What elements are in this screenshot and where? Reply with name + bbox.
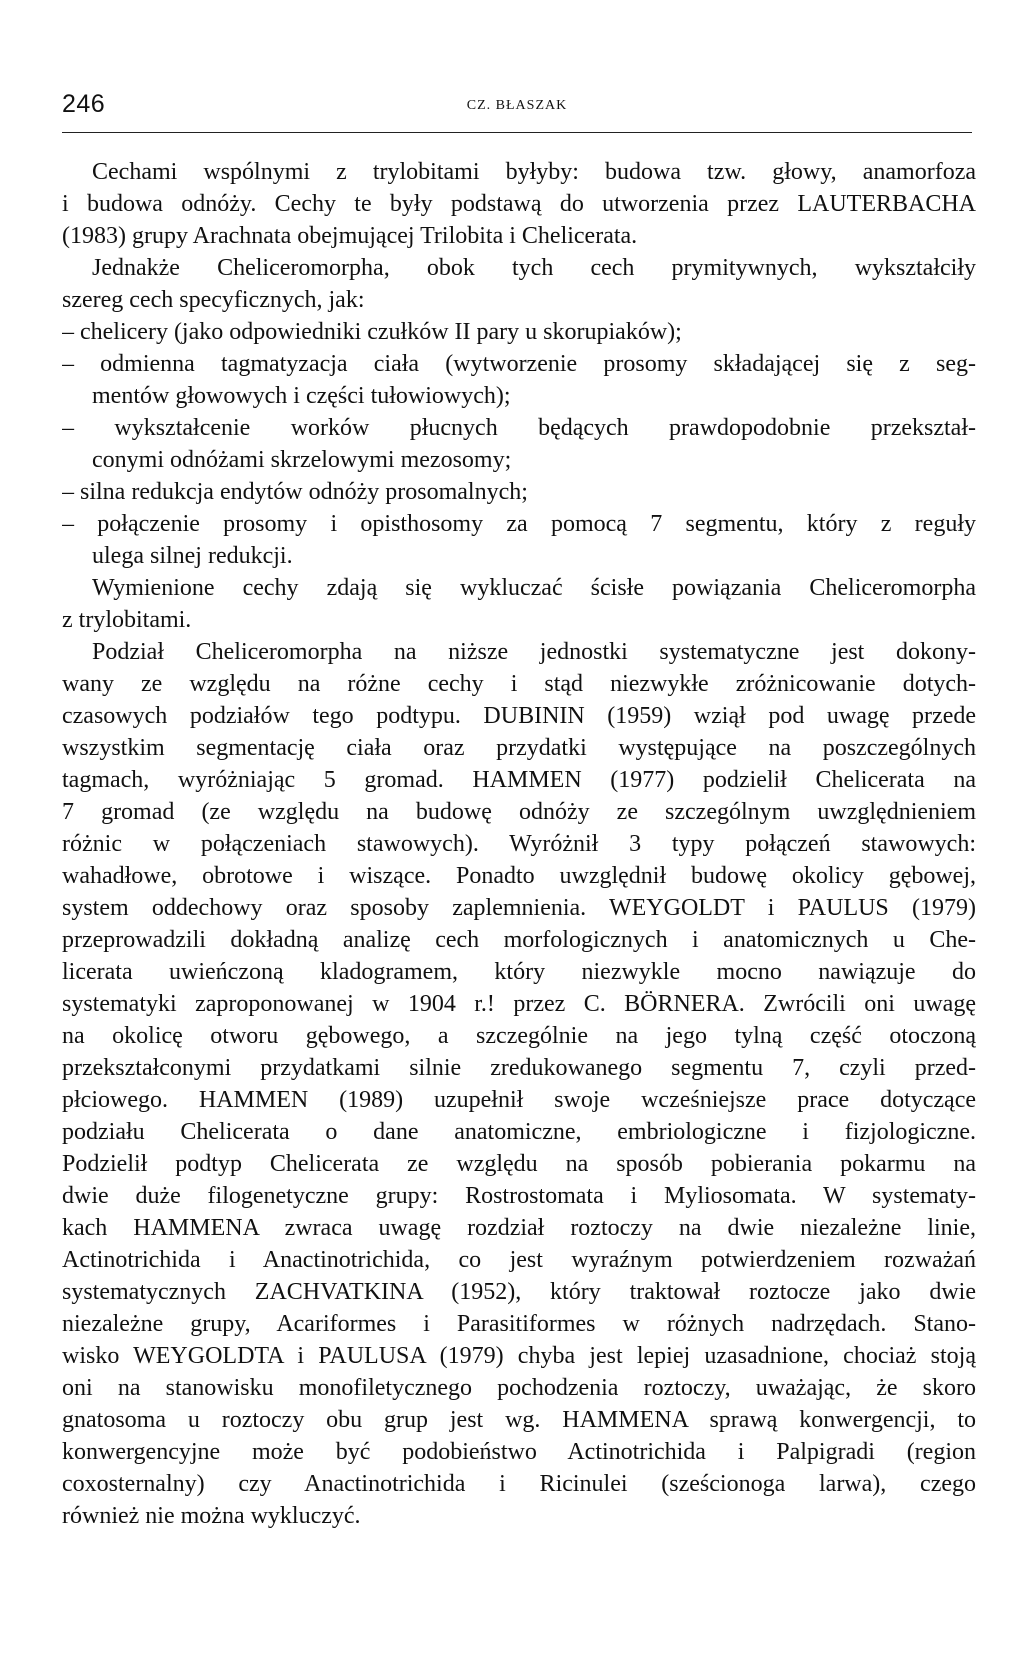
- running-head: CZ. BŁASZAK: [466, 98, 568, 113]
- text-line: przeprowadzili dokładną analizę cech morfologicznych i anatomicznych u Che-: [62, 927, 976, 953]
- text-line: tagmach, wyróżniając 5 gromad. HAMMEN (1977) podzielił Chelicerata na: [62, 767, 976, 793]
- text-line: coxosternalny) czy Anactinotrichida i Ricinulei (sześcionoga larwa), czego: [62, 1471, 976, 1497]
- list-item: – wykształcenie worków płucnych będących prawdopodobnie przekształ-: [62, 415, 976, 441]
- text-line: czasowych podziałów tego podtypu. DUBININ (1959) wziął pod uwagę przede: [62, 703, 976, 729]
- list-item: – odmienna tagmatyzacja ciała (wytworzenie prosomy składającej się z seg-: [62, 351, 976, 377]
- text-line: 7 gromad (ze względu na budowę odnóży ze szczególnym uwzględnieniem: [62, 799, 976, 825]
- text-line: licerata uwieńczoną kladogramem, który niezwykle mocno nawiązuje do: [62, 959, 976, 985]
- list-item-continuation: mentów głowowych i części tułowiowych);: [92, 383, 511, 409]
- text-line: przekształconymi przydatkami silnie zredukowanego segmentu 7, czyli przed-: [62, 1055, 976, 1081]
- text-line: płciowego. HAMMEN (1989) uzupełnił swoje wcześniejsze prace dotyczące: [62, 1087, 976, 1113]
- list-item-continuation: conymi odnóżami skrzelowymi mezosomy;: [92, 447, 512, 473]
- list-item: – chelicery (jako odpowiedniki czułków II pary u skorupiaków);: [62, 319, 682, 345]
- text-line: systematycznych ZACHVATKINA (1952), który traktował roztocze jako dwie: [62, 1279, 976, 1305]
- text-line: systematyki zaproponowanej w 1904 r.! przez C. BÖRNERA. Zwrócili oni uwagę: [62, 991, 976, 1017]
- list-item: – silna redukcja endytów odnóży prosomalnych;: [62, 479, 528, 505]
- text-line: Cechami wspólnymi z trylobitami byłyby: budowa tzw. głowy, anamorfoza: [92, 159, 976, 185]
- text-line: podziału Chelicerata o dane anatomiczne, embriologiczne i fizjologiczne.: [62, 1119, 976, 1145]
- page-header: [62, 88, 972, 133]
- text-line: gnatosoma u roztoczy obu grup jest wg. HAMMENA sprawą konwergencji, to: [62, 1407, 976, 1433]
- text-line: wszystkim segmentację ciała oraz przydatki występujące na poszczególnych: [62, 735, 976, 761]
- text-line: Jednakże Cheliceromorpha, obok tych cech prymitywnych, wykształciły: [92, 255, 976, 281]
- text-line: kach HAMMENA zwraca uwagę rozdział roztoczy na dwie niezależne linie,: [62, 1215, 976, 1241]
- text-line: różnic w połączeniach stawowych). Wyróżnił 3 typy połączeń stawowych:: [62, 831, 976, 857]
- text-line: Actinotrichida i Anactinotrichida, co jest wyraźnym potwierdzeniem rozważań: [62, 1247, 976, 1273]
- list-item: – połączenie prosomy i opisthosomy za pomocą 7 segmentu, który z reguły: [62, 511, 976, 537]
- text-line: Wymienione cechy zdają się wykluczać ścisłe powiązania Cheliceromorpha: [92, 575, 976, 601]
- text-line: niezależne grupy, Acariformes i Parasitiformes w różnych nadrzędach. Stano-: [62, 1311, 976, 1337]
- text-line: system oddechowy oraz sposoby zaplemnienia. WEYGOLDT i PAULUS (1979): [62, 895, 976, 921]
- text-line: (1983) grupy Arachnata obejmującej Trilobita i Chelicerata.: [62, 223, 638, 249]
- body-text: [62, 156, 976, 1532]
- text-line: oni na stanowisku monofiletycznego pochodzenia roztoczy, uważając, że skoro: [62, 1375, 976, 1401]
- text-line: Podzielił podtyp Chelicerata ze względu na sposób pobierania pokarmu na: [62, 1151, 976, 1177]
- text-line: również nie można wykluczyć.: [62, 1503, 361, 1529]
- text-line: wisko WEYGOLDTA i PAULUSA (1979) chyba jest lepiej uzasadnione, chociaż stoją: [62, 1343, 976, 1369]
- text-line: dwie duże filogenetyczne grupy: Rostrostomata i Myliosomata. W systematy-: [62, 1183, 976, 1209]
- text-line: wahadłowe, obrotowe i wiszące. Ponadto uwzględnił budowę okolicy gębowej,: [62, 863, 976, 889]
- text-line: na okolicę otworu gębowego, a szczególnie na jego tylną część otoczoną: [62, 1023, 976, 1049]
- text-line: i budowa odnóży. Cechy te były podstawą do utworzenia przez LAUTERBACHA: [62, 191, 976, 217]
- text-line: konwergencyjne może być podobieństwo Actinotrichida i Palpigradi (region: [62, 1439, 976, 1465]
- text-line: z trylobitami.: [62, 607, 192, 633]
- page-number: 246: [62, 90, 106, 118]
- text-line: wany ze względu na różne cechy i stąd niezwykłe zróżnicowanie dotych-: [62, 671, 976, 697]
- list-item-continuation: ulega silnej redukcji.: [92, 543, 293, 569]
- text-line: Podział Cheliceromorpha na niższe jednostki systematyczne jest dokony-: [92, 639, 976, 665]
- text-line: szereg cech specyficznych, jak:: [62, 287, 365, 313]
